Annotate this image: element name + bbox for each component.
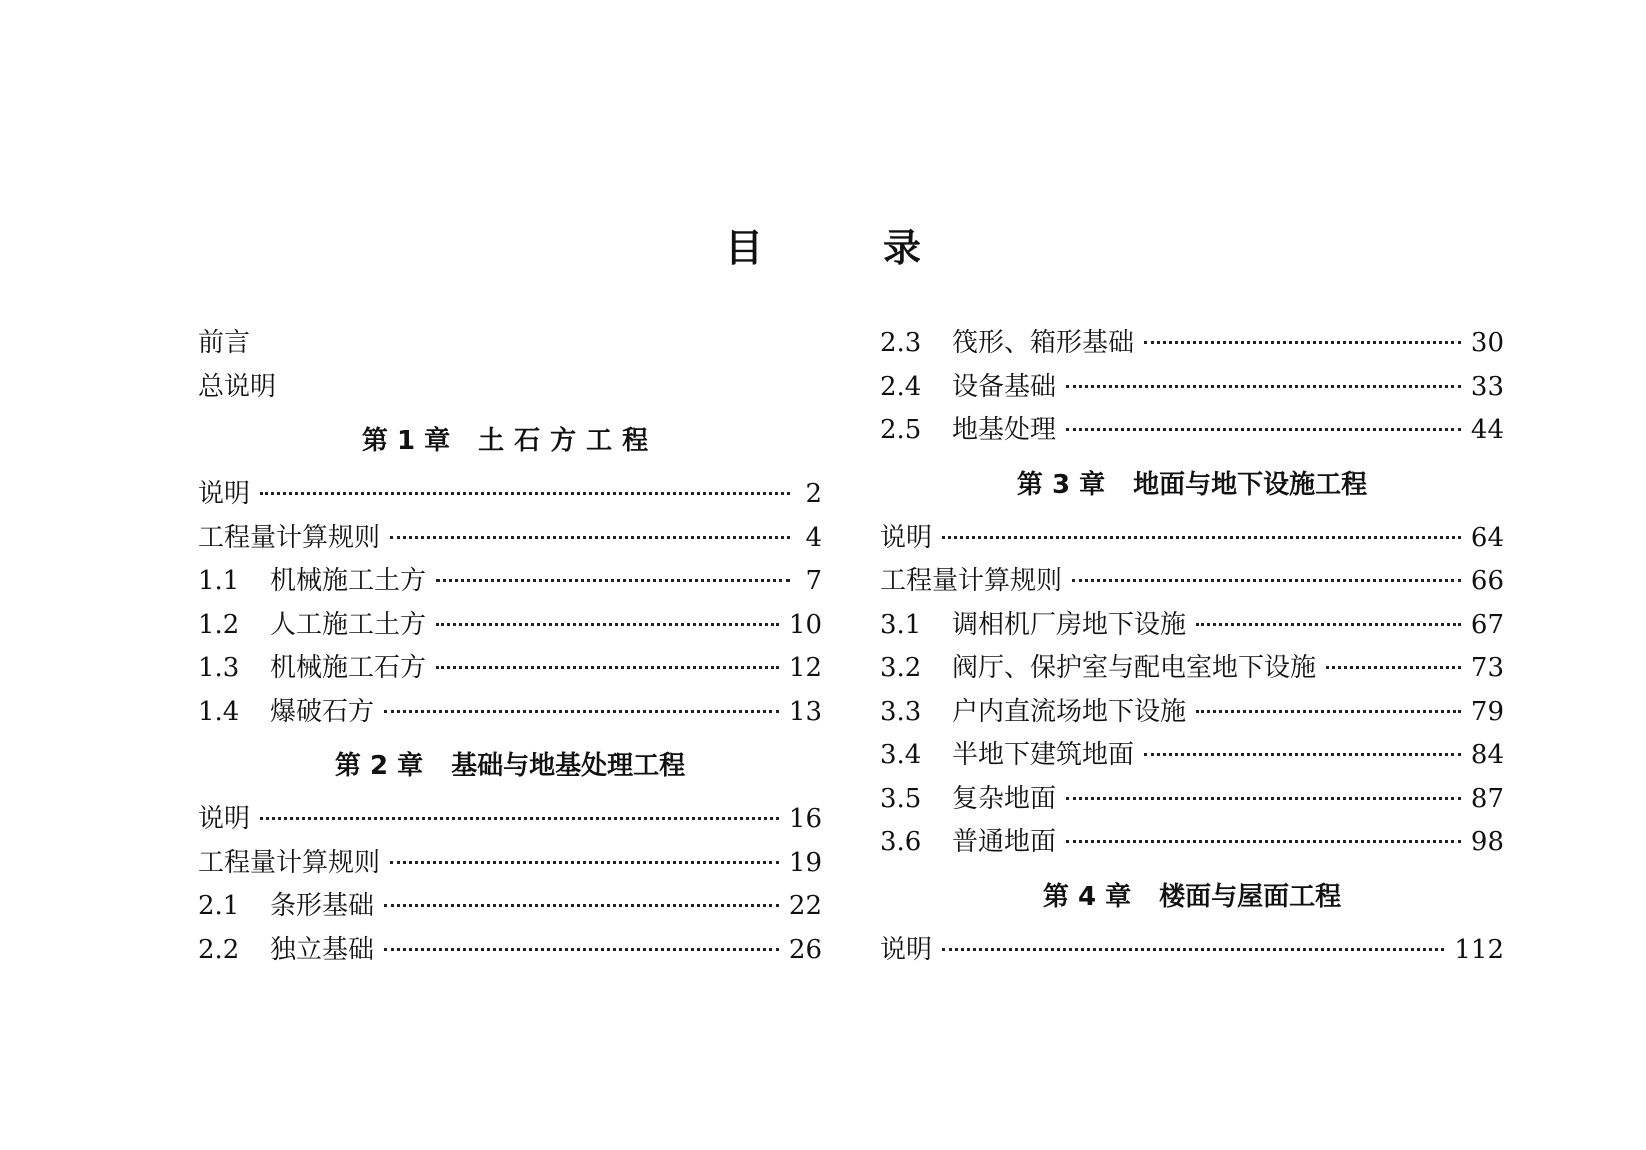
entry-page: 13 <box>788 696 822 727</box>
entry-label: 工程量计算规则 <box>198 847 381 878</box>
entry-page: 26 <box>788 934 822 965</box>
entry-label: 机械施工石方 <box>270 653 427 683</box>
entry-label: 机械施工土方 <box>270 566 427 596</box>
entry-page: 10 <box>788 609 822 640</box>
chapter-heading-3 <box>880 453 1504 517</box>
page-title: 目录 <box>724 226 1041 270</box>
dot-leader <box>1326 666 1461 669</box>
entry-label: 户内直流场地下设施 <box>952 696 1187 727</box>
entry-page: 44 <box>1470 415 1504 445</box>
entry-label: 阀厅、保护室与配电室地下设施 <box>952 653 1317 683</box>
entry-number: 3.2 <box>880 653 922 683</box>
dot-leader <box>384 948 779 951</box>
entry-label: 人工施工土方 <box>270 609 427 640</box>
entry-label: 半地下建筑地面 <box>952 740 1135 770</box>
entry-page: 66 <box>1470 566 1504 596</box>
entry-page: 67 <box>1470 609 1504 640</box>
dot-leader <box>942 948 1444 951</box>
dot-leader <box>260 817 779 820</box>
dot-leader <box>1144 341 1461 344</box>
entry-number: 2.2 <box>198 934 240 965</box>
chapter-name: 基础与地基处理工程 <box>451 751 686 781</box>
toc-entry[interactable] <box>880 560 1504 604</box>
toc-entry[interactable] <box>880 691 1504 735</box>
chapter-name: 土石方工程 <box>478 426 659 456</box>
dot-leader <box>390 536 790 539</box>
entry-page: 2 <box>805 479 822 509</box>
entry-page: 64 <box>1470 522 1504 553</box>
entry-label: 说明 <box>198 479 251 509</box>
dot-leader <box>1066 385 1461 388</box>
toc-right-column <box>880 322 1504 972</box>
entry-label: 说明 <box>198 804 251 834</box>
dot-leader <box>942 536 1461 539</box>
toc-entry[interactable] <box>880 929 1504 973</box>
dot-leader <box>390 861 779 864</box>
toc-entry[interactable] <box>198 691 822 735</box>
entry-label: 地基处理 <box>952 415 1057 445</box>
toc-entry[interactable] <box>880 366 1504 410</box>
toc-entry[interactable] <box>880 734 1504 778</box>
entry-label: 独立基础 <box>270 934 375 965</box>
toc-entry[interactable] <box>880 778 1504 822</box>
entry-label: 总说明 <box>198 371 277 402</box>
chapter-number: 第 2 章 <box>334 751 424 781</box>
toc-entry-general-notes[interactable] <box>198 366 822 410</box>
entry-number: 1.2 <box>198 609 240 640</box>
toc-left-column <box>198 322 822 972</box>
toc-entry[interactable] <box>198 647 822 691</box>
toc-entry[interactable] <box>880 821 1504 865</box>
toc-entry[interactable] <box>198 885 822 929</box>
entry-label: 筏形、箱形基础 <box>952 328 1135 358</box>
entry-label: 设备基础 <box>952 371 1057 402</box>
entry-page: 12 <box>788 653 822 683</box>
entry-number: 3.3 <box>880 696 922 727</box>
entry-page: 30 <box>1470 328 1504 358</box>
dot-leader <box>1196 623 1461 626</box>
dot-leader <box>384 710 779 713</box>
dot-leader <box>436 579 790 582</box>
chapter-number: 第 1 章 <box>361 426 451 456</box>
entry-label: 条形基础 <box>270 891 375 921</box>
chapter-heading-2 <box>198 734 822 798</box>
dot-leader <box>436 666 779 669</box>
entry-number: 1.4 <box>198 696 240 727</box>
entry-number: 1.1 <box>198 566 240 596</box>
chapter-heading-1 <box>198 409 822 473</box>
entry-label: 爆破石方 <box>270 696 375 727</box>
entry-number: 1.3 <box>198 653 240 683</box>
entry-label: 复杂地面 <box>952 783 1057 814</box>
dot-leader <box>1066 840 1461 843</box>
toc-entry-preface[interactable] <box>198 322 822 366</box>
chapter-name: 地面与地下设施工程 <box>1133 469 1368 500</box>
dot-leader <box>260 492 790 495</box>
entry-page: 4 <box>805 522 822 553</box>
entry-label: 调相机厂房地下设施 <box>952 609 1187 640</box>
entry-page: 73 <box>1470 653 1504 683</box>
toc-entry[interactable] <box>880 604 1504 648</box>
toc-entry[interactable] <box>880 322 1504 366</box>
chapter-heading-4 <box>880 865 1504 929</box>
entry-label: 前言 <box>198 328 251 358</box>
toc-entry[interactable] <box>198 560 822 604</box>
entry-number: 3.4 <box>880 740 922 770</box>
toc-entry[interactable] <box>880 647 1504 691</box>
dot-leader <box>1072 579 1461 582</box>
chapter-number: 第 4 章 <box>1042 881 1132 912</box>
toc-entry[interactable] <box>198 517 822 561</box>
entry-number: 2.4 <box>880 371 922 402</box>
toc-entry[interactable] <box>198 929 822 973</box>
entry-label: 普通地面 <box>952 827 1057 857</box>
entry-label: 说明 <box>880 522 933 553</box>
toc-entry[interactable] <box>880 409 1504 453</box>
toc-entry[interactable] <box>198 473 822 517</box>
entry-page: 79 <box>1470 696 1504 727</box>
dot-leader <box>436 623 779 626</box>
entry-page: 87 <box>1470 783 1504 814</box>
entry-label: 工程量计算规则 <box>880 566 1063 596</box>
toc-entry[interactable] <box>198 604 822 648</box>
entry-page: 16 <box>788 804 822 834</box>
entry-page: 19 <box>788 847 822 878</box>
entry-label: 工程量计算规则 <box>198 522 381 553</box>
entry-page: 33 <box>1470 371 1504 402</box>
chapter-name: 楼面与屋面工程 <box>1159 881 1342 912</box>
chapter-number: 第 3 章 <box>1016 469 1106 500</box>
entry-number: 3.5 <box>880 783 922 814</box>
entry-number: 3.1 <box>880 609 922 640</box>
dot-leader <box>1144 753 1461 756</box>
entry-number: 2.5 <box>880 415 922 445</box>
entry-page: 84 <box>1470 740 1504 770</box>
dot-leader <box>1066 428 1461 431</box>
toc-entry[interactable] <box>880 517 1504 561</box>
entry-page: 7 <box>805 566 822 596</box>
dot-leader <box>1066 797 1461 800</box>
dot-leader <box>384 904 779 907</box>
entry-number: 2.1 <box>198 891 240 921</box>
entry-page: 22 <box>788 891 822 921</box>
entry-number: 3.6 <box>880 827 922 857</box>
entry-label: 说明 <box>880 934 933 965</box>
entry-page: 98 <box>1470 827 1504 857</box>
entry-number: 2.3 <box>880 328 922 358</box>
toc-entry[interactable] <box>198 798 822 842</box>
toc-entry[interactable] <box>198 842 822 886</box>
entry-page: 112 <box>1454 934 1504 965</box>
dot-leader <box>1196 710 1461 713</box>
